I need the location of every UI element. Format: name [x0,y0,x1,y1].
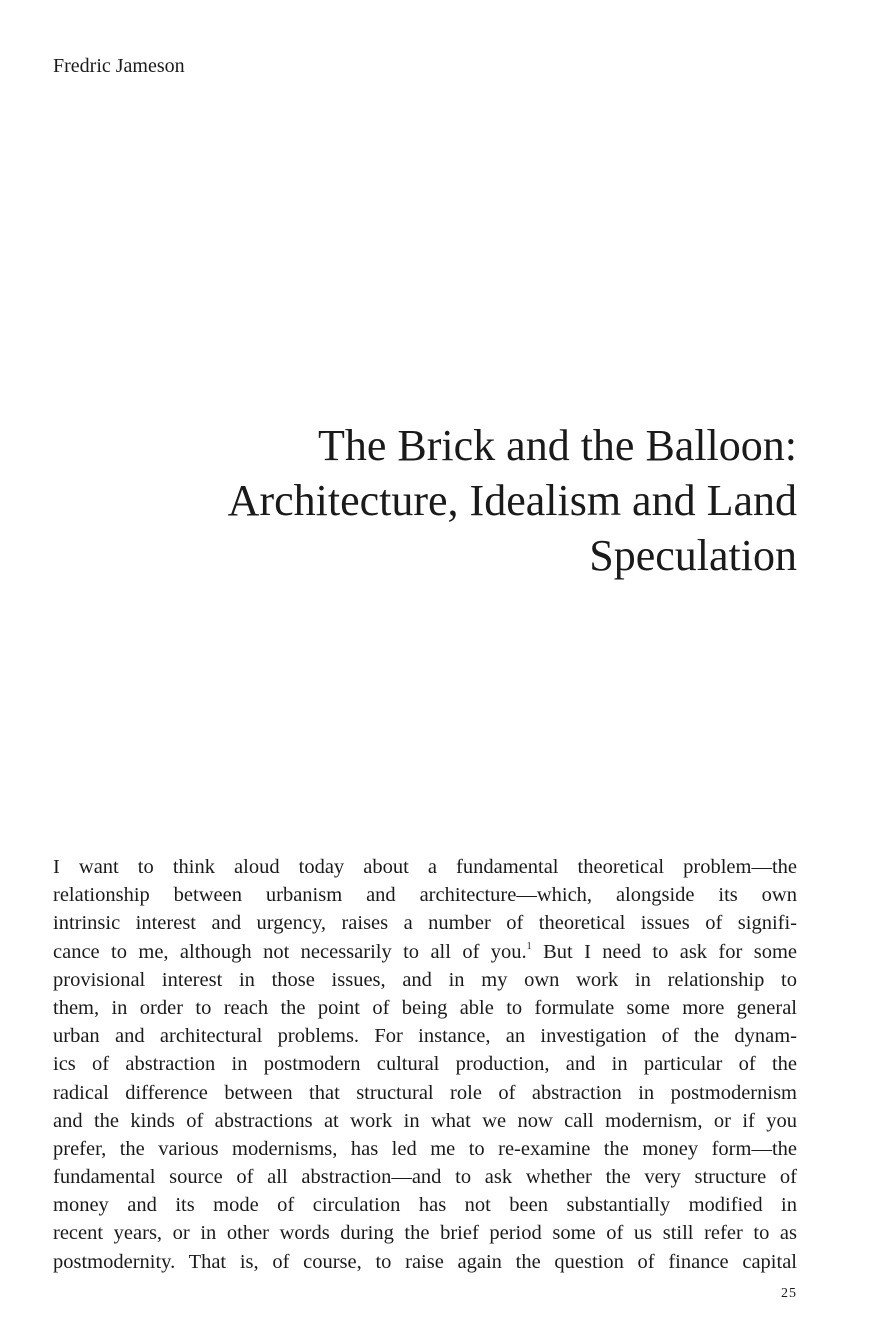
body-line: relationship between urbanism and architecture—which, alongside its own [53,884,797,907]
title-line: The Brick and the Balloon: [318,421,797,470]
body-line: urban and architectural problems. For instance, an investigation of the dynam- [53,1025,797,1048]
chapter-title [97,418,797,583]
body-line: I want to think aloud today about a fundamental theoretical problem—the [53,856,797,878]
body-line: and the kinds of abstractions at work in what we now call modernism, or if you [53,1109,797,1132]
body-line: postmodernity. That is, of course, to raise again the question of finance capital [53,1250,797,1273]
body-line: money and its mode of circulation has not been substantially modified in [53,1194,797,1217]
body-line: ics of abstraction in postmodern cultural production, and in particular of the [53,1053,797,1076]
body-paragraph [53,853,797,1276]
title-line: Architecture, Idealism and Land [227,476,797,525]
body-line: prefer, the various modernisms, has led me to re-examine the money form—the [53,1137,797,1160]
body-line: fundamental source of all abstraction—and to ask whether the very structure of [53,1166,797,1189]
body-line: radical difference between that structural role of abstraction in postmodernism [53,1081,797,1104]
text: But I need to ask for some [531,940,797,963]
body-line-with-footnote [53,938,797,966]
page-number: 25 [781,1286,797,1301]
text: cance to me, although not necessarily to all of you. [53,940,527,963]
body-line: provisional interest in those issues, and in my own work in relationship to [53,968,797,991]
body-line: them, in order to reach the point of being able to formulate some more general [53,996,797,1019]
footnote-reference[interactable]: 1 [526,940,532,952]
body-line: intrinsic interest and urgency, raises a number of theoretical issues of signifi- [53,912,797,935]
title-line: Speculation [589,531,797,580]
body-line: recent years, or in other words during the brief period some of us still refer to as [53,1222,797,1245]
running-head-author: Fredric Jameson [53,55,185,77]
